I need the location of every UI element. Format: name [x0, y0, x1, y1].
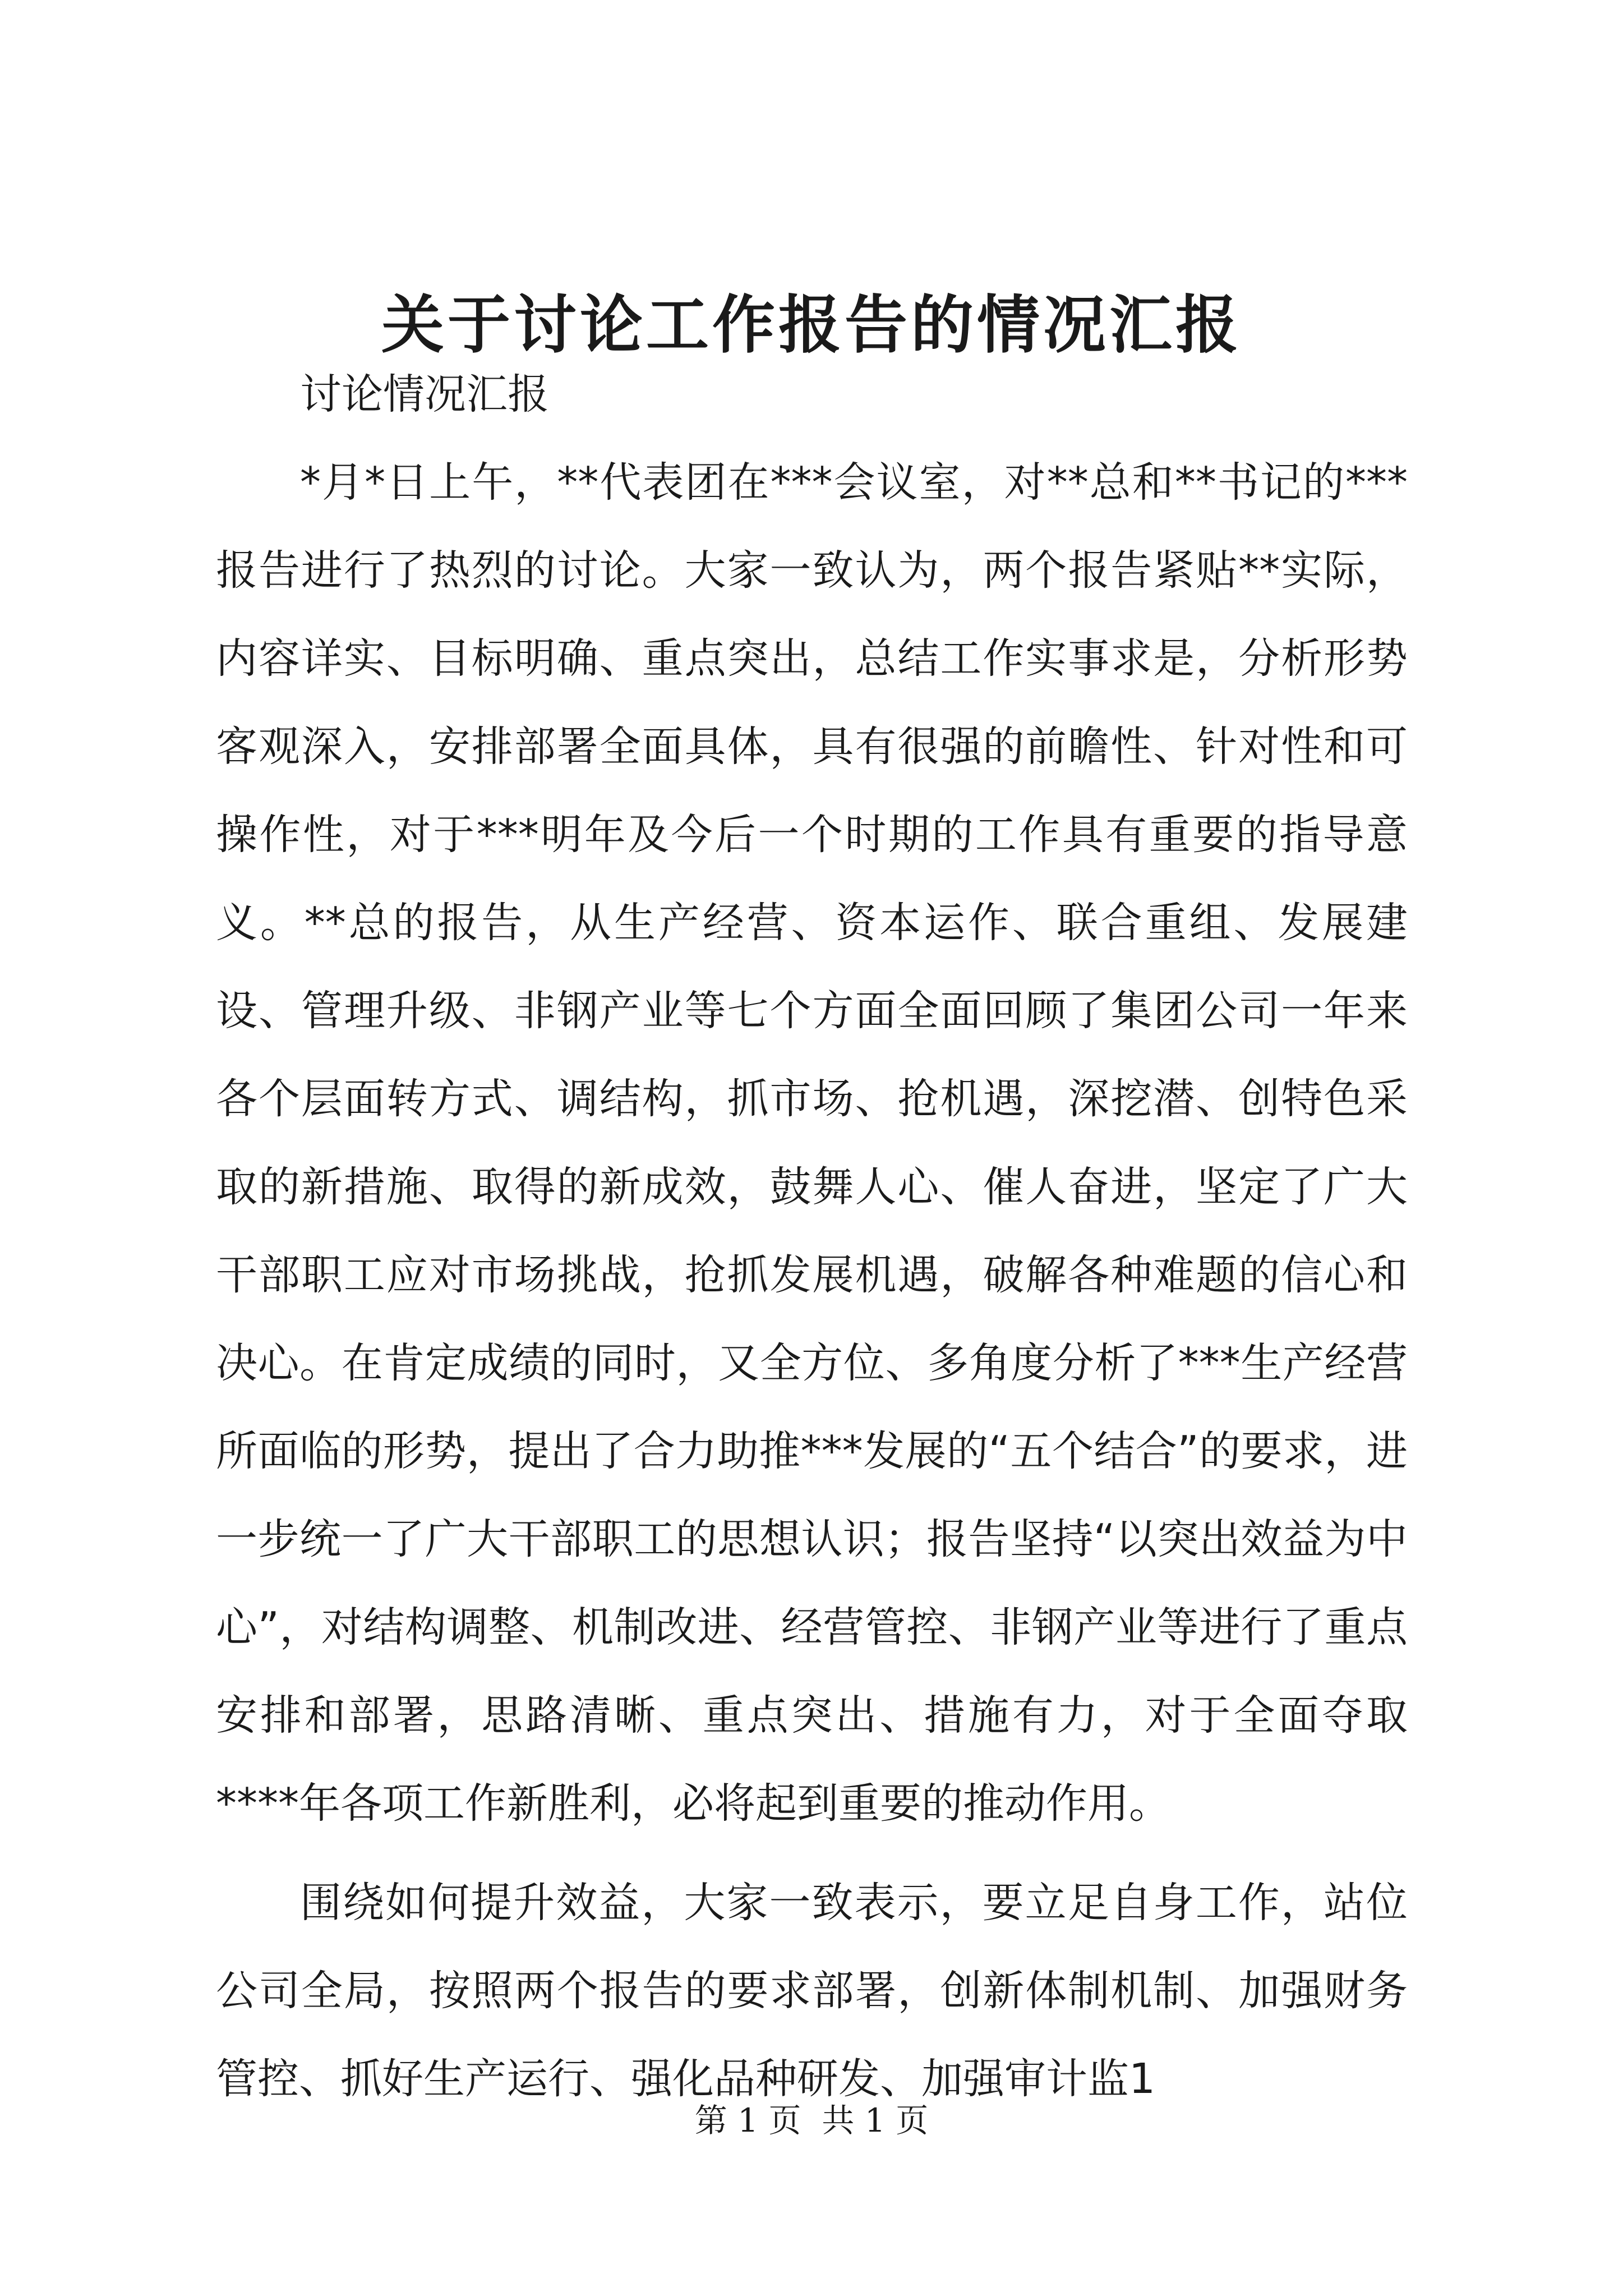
document-body: [216, 351, 1408, 2123]
document-subtitle: 讨论情况汇报: [300, 370, 549, 418]
body-paragraph-1: *月*日上午，**代表团在***会议室，对**总和**书记的***报告进行了热烈的讨论。大家一致认为，两个报告紧贴**实际，内容详实、目标明确、重点突出，总结工作实事求是，分析形势客观深入，安排部署全面具体，具有很强的前瞻性、针对性和可操作性，对于***明年及今后一个时期的工作具有重要的指导意义。**总的报告，从生产经营、资本运作、联合重组、发展建设、管理升级、非钢产业等七个方面全面回顾了集团公司一年来各个层面转方式、调结构，抓市场、抢机遇，深挖潜、创特色采取的新措施、取得的新成效，鼓舞人心、催人奋进，坚定了广大干部职工应对市场挑战，抢抓发展机遇，破解各种难题的信心和决心。在肯定成绩的同时，又全方位、多角度分析了***生产经营所面临的形势，提出了合力助推***发展的“五个结合”的要求，进一步统一了广大干部职工的思想认识；报告坚持“以突出效益为中心”，对结构调整、机制改进、经营管控、非钢产业等进行了重点安排和部署，思路清晰、重点突出、措施有力，对于全面夺取****年各项工作新胜利，必将起到重要的推动作用。: [216, 458, 1408, 1828]
document-title: 关于讨论工作报告的情况汇报: [381, 288, 1242, 362]
body-paragraph-2: 围绕如何提升效益，大家一致表示，要立足自身工作，站位公司全局，按照两个报告的要求部署，创新体制机制、加强财务管控、抓好生产运行、强化品种研发、加强审计监1: [216, 1879, 1408, 2103]
page-number-footer: 第 1 页 共 1 页: [694, 2101, 929, 2139]
